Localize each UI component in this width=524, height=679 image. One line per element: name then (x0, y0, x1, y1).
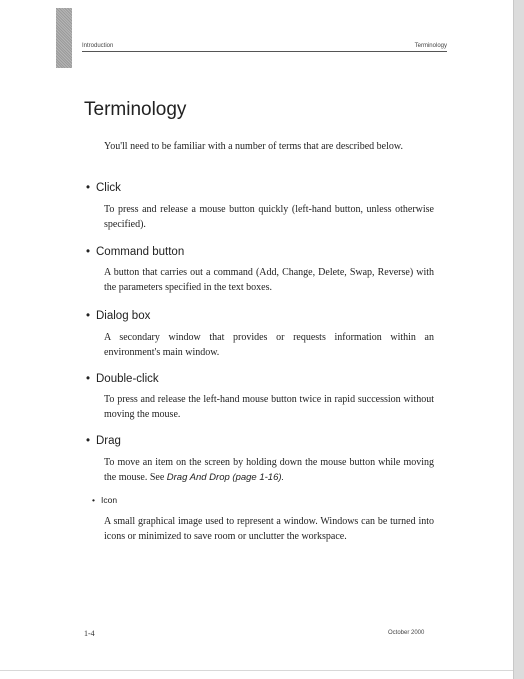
definition-double-click: To press and release the left-hand mouse button twice in rapid succession without moving the mouse. (104, 394, 434, 420)
bullet-icon: • (86, 182, 91, 194)
page-bottom-border (0, 670, 514, 671)
definition-dialog-box: A secondary window that provides or requests information within an environment's main window. (104, 332, 434, 358)
vertical-scrollbar[interactable] (513, 0, 524, 679)
page-number: 1-4 (84, 629, 95, 638)
page-title: Terminology (84, 99, 187, 120)
intro-paragraph: You'll need to be familiar with a number of terms that are described below. (104, 141, 403, 152)
running-header (82, 43, 447, 52)
header-section-left: Introduction (82, 43, 114, 49)
bullet-icon: • (86, 373, 91, 385)
bullet-icon: • (86, 310, 91, 322)
term-drag: • Drag (86, 435, 121, 447)
term-command-button: • Command button (86, 246, 185, 258)
footer-date: October 2000 (388, 630, 425, 636)
section-tab-marker (56, 8, 72, 68)
definition-command-button: A button that carries out a command (Add, Change, Delete, Swap, Reverse) with the parameters specified in the text boxes. (104, 267, 434, 293)
header-section-right: Terminology (414, 43, 447, 49)
term-click: • Click (86, 182, 121, 194)
term-dialog-box: • Dialog box (86, 310, 151, 322)
definition-click: To press and release a mouse button quickly (left-hand button, unless otherwise specified). (104, 204, 434, 230)
bullet-icon: • (86, 435, 91, 447)
definition-icon: A small graphical image used to represent a window. Windows can be turned into icons or minimized to save room or unclutter the workspace. (104, 516, 434, 542)
term-double-click: • Double-click (86, 373, 159, 385)
definition-drag: To move an item on the screen by holding down the mouse button while moving the mouse. See Drag And Drop (page 1-16). (104, 457, 434, 483)
drag-and-drop-link[interactable]: Drag And Drop (page 1-16). (166, 471, 285, 483)
term-icon: • Icon (92, 495, 118, 505)
bullet-icon: • (86, 246, 91, 258)
bullet-icon: • (92, 495, 95, 505)
